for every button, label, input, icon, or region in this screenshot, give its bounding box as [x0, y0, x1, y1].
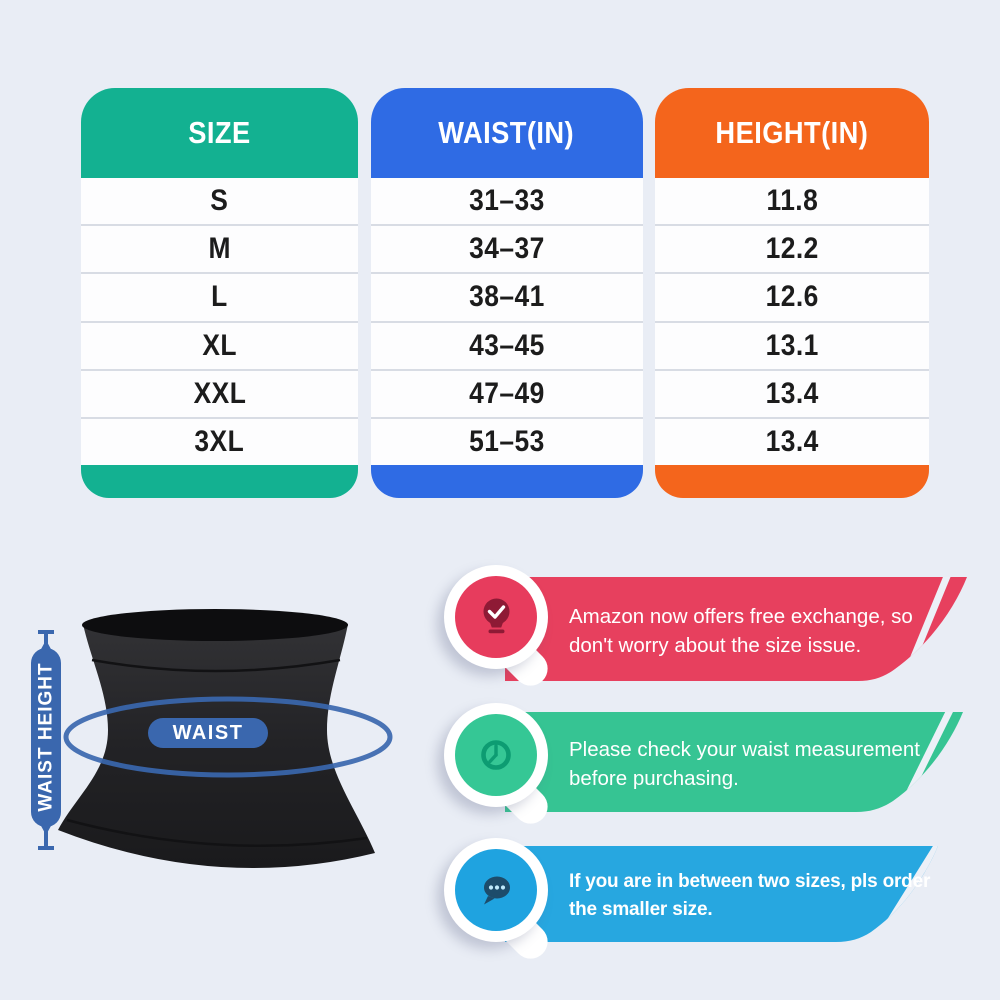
table-cell: [371, 178, 643, 226]
callout-line: the smaller size.: [569, 899, 713, 920]
table-rows: [81, 178, 358, 465]
badge-inner: [455, 576, 537, 658]
table-cell: [371, 419, 643, 465]
table-cell: [371, 226, 643, 274]
table-cell: [81, 371, 358, 419]
trainer-svg: [15, 598, 435, 898]
cell-value: 31–33: [468, 184, 545, 218]
callout-text: [569, 868, 930, 924]
cell-value: 51–53: [468, 424, 545, 458]
table-cell: [655, 274, 929, 322]
callout-text: [569, 602, 913, 660]
size-table: [81, 88, 929, 498]
cell-value: 43–45: [468, 328, 545, 362]
callout-line: don't worry about the size issue.: [569, 634, 862, 657]
badge-inner: [455, 849, 537, 931]
cell-value: XXL: [193, 376, 246, 410]
badge: [444, 565, 548, 669]
cell-value: 34–37: [468, 232, 545, 266]
cell-value: 3XL: [194, 424, 245, 458]
table-cell: [81, 419, 358, 465]
table-rows: [371, 178, 643, 465]
cell-value: 13.4: [765, 376, 819, 410]
cell-value: 47–49: [468, 376, 545, 410]
cell-value: S: [210, 184, 229, 218]
header-label: WAIST(IN): [438, 115, 575, 150]
waist-height-label: WAIST HEIGHT: [35, 662, 57, 812]
table-cell: [81, 274, 358, 322]
badge: [444, 838, 548, 942]
cell-value: XL: [202, 328, 237, 362]
callout-line: Please check your waist measurement: [569, 738, 920, 761]
bulb-check-icon: [473, 594, 519, 640]
table-rows: [655, 178, 929, 465]
table-cell: [81, 226, 358, 274]
column-size: [81, 88, 358, 498]
table-cell: [655, 419, 929, 465]
callout-line: before purchasing.: [569, 767, 739, 790]
header-label: HEIGHT(IN): [715, 115, 869, 150]
callout-line: Amazon now offers free exchange, so: [569, 605, 913, 628]
waist-trainer-figure: [15, 598, 435, 898]
cell-value: 12.6: [765, 280, 819, 314]
table-cell: [655, 323, 929, 371]
callout-between-sizes: [505, 846, 941, 942]
table-cell: [371, 371, 643, 419]
table-cell: [655, 371, 929, 419]
header-label: SIZE: [188, 115, 251, 150]
table-cell: [371, 274, 643, 322]
column-header-size: [81, 88, 358, 178]
clock-icon: [473, 732, 519, 778]
callout-text: [569, 735, 920, 793]
badge: [444, 703, 548, 807]
trainer-opening: [82, 609, 348, 641]
waist-pill-label: WAIST: [172, 722, 244, 744]
callout-line: If you are in between two sizes, pls order: [569, 871, 931, 892]
callout-free-exchange: [505, 577, 970, 681]
column-header-waist: [371, 88, 643, 178]
cell-value: 38–41: [468, 280, 545, 314]
column-footer-size: [81, 465, 358, 498]
cell-value: 13.1: [765, 328, 819, 362]
cell-value: 13.4: [765, 424, 819, 458]
column-footer-height: [655, 465, 929, 498]
chat-dots-icon: [473, 867, 519, 913]
callout-check-measurement: [505, 712, 965, 812]
table-cell: [81, 178, 358, 226]
column-footer-waist: [371, 465, 643, 498]
column-header-height: [655, 88, 929, 178]
table-cell: [655, 178, 929, 226]
column-height: [655, 88, 929, 498]
badge-inner: [455, 714, 537, 796]
cell-value: 12.2: [765, 232, 819, 266]
table-cell: [655, 226, 929, 274]
table-cell: [81, 323, 358, 371]
waist-height-capsule: [31, 640, 61, 835]
cell-value: 11.8: [766, 184, 818, 218]
cell-value: L: [211, 280, 228, 314]
cell-value: M: [208, 232, 231, 266]
column-waist: [371, 88, 643, 498]
table-cell: [371, 323, 643, 371]
